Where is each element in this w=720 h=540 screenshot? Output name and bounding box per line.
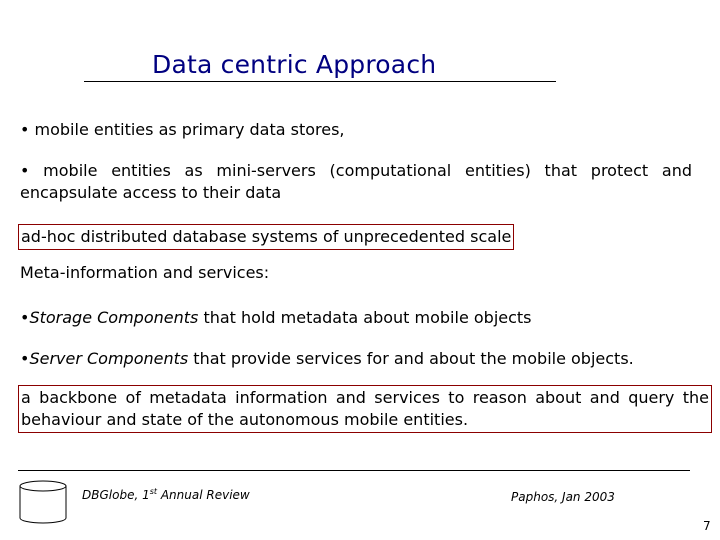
server-bullet: •	[20, 349, 30, 368]
server-components-term: Server Components	[29, 349, 189, 368]
storage-components-text: that hold metadata about mobile objects	[198, 308, 532, 327]
footer-org-prefix: DBGlobe, 1	[82, 488, 150, 502]
bullet-mini-servers-line2: encapsulate access to their data	[20, 183, 282, 202]
bullet-mini-servers	[20, 160, 692, 204]
footer-rule	[18, 470, 690, 471]
highlight-box-backbone-line1: a backbone of metadata information and services to reason about and query the	[21, 388, 709, 407]
slide-title: Data centric Approach	[152, 50, 437, 79]
highlight-box-adhoc: ad-hoc distributed database systems of unprecedented scale	[18, 224, 514, 250]
footer-org-suffix: Annual Review	[157, 488, 250, 502]
database-icon	[18, 478, 68, 524]
storage-components-term: Storage Components	[29, 308, 199, 327]
title-underline	[84, 81, 556, 82]
footer-place-date: Paphos, Jan 2003	[511, 490, 615, 504]
footer-org-sup: st	[149, 487, 158, 496]
bullet-primary-data-stores: • mobile entities as primary data stores,	[20, 120, 345, 139]
meta-heading: Meta-information and services:	[20, 263, 270, 282]
highlight-box-backbone	[18, 385, 712, 433]
storage-components-item	[20, 307, 532, 329]
page-number: 7	[703, 519, 711, 533]
bullet-mini-servers-line1: • mobile entities as mini-servers (computational entities) that protect and	[20, 161, 692, 180]
server-components-text: that provide services for and about the mobile objects.	[188, 349, 634, 368]
storage-bullet: •	[20, 308, 30, 327]
footer-org	[82, 487, 250, 502]
highlight-box-backbone-line2: behaviour and state of the autonomous mobile entities.	[21, 410, 469, 429]
server-components-item	[20, 348, 634, 370]
